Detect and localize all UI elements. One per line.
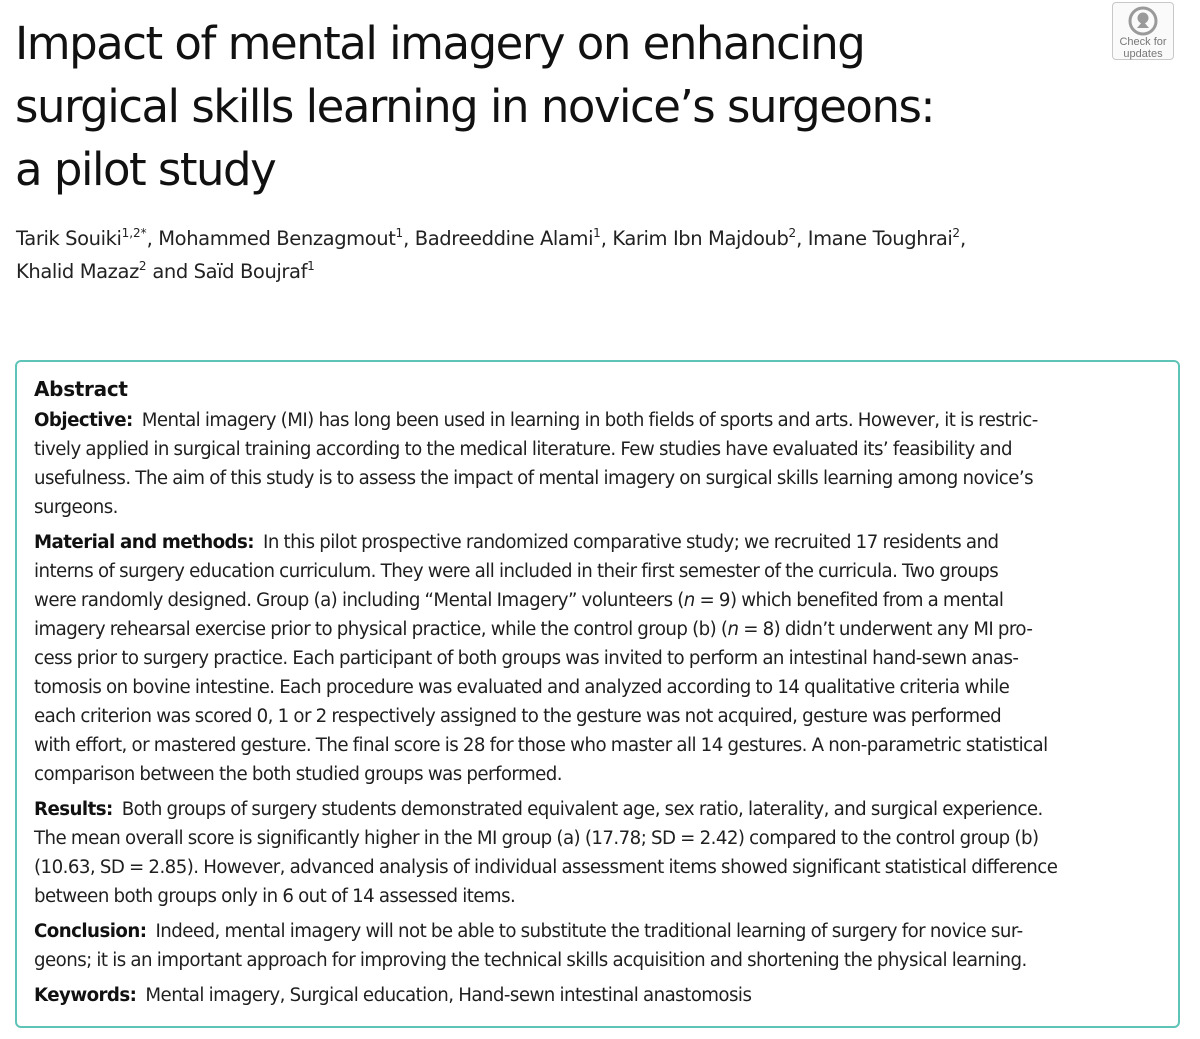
- text-line: interns of surgery education curriculum. They were all included in their first semester of the curricula. Two groups: [34, 561, 999, 582]
- text-line: tomosis on bovine intestine. Each procedure was evaluated and analyzed according to 14 qualitative criteria while: [34, 677, 1010, 698]
- section-label: Results:: [34, 799, 113, 820]
- text-line: (10.63, SD = 2.85). However, advanced analysis of individual assessment items showed significant statistical difference: [34, 857, 1058, 878]
- text-line: geons; it is an important approach for improving the technical skills acquisition and shortening the physical learning.: [34, 950, 1027, 971]
- text-line: [34, 917, 1162, 946]
- check-for-updates-badge[interactable]: [1112, 2, 1174, 60]
- affiliation-marker[interactable]: 2: [952, 226, 961, 240]
- section-label: Keywords:: [34, 985, 137, 1006]
- text-line: [34, 406, 1162, 435]
- text-line: [34, 795, 1162, 824]
- affiliation-marker[interactable]: 1: [307, 259, 315, 273]
- title-line: Impact of mental imagery on enhancing: [15, 17, 865, 70]
- text-run: In this pilot prospective randomized comparative study; we recruited 17 residents and: [263, 532, 999, 553]
- text-line: The mean overall score is significantly higher in the MI group (a) (17.78; SD = 2.42) compared to the control group (b): [34, 828, 1039, 849]
- text-line: surgeons.: [34, 497, 118, 518]
- section-label: Objective:: [34, 410, 133, 431]
- abstract-results: [34, 795, 1162, 911]
- author-line: [16, 222, 1176, 255]
- author-line: [16, 255, 1176, 288]
- text-line: comparison between the both studied groups was performed.: [34, 764, 563, 785]
- author-name[interactable]: Tarik Souiki: [16, 227, 122, 250]
- variable-n: n: [683, 590, 695, 611]
- text-line: [34, 615, 1162, 644]
- abstract-heading: Abstract: [34, 377, 128, 401]
- abstract-conclusion: [34, 917, 1162, 975]
- text-run: were randomly designed. Group (a) including “Mental Imagery” volunteers (: [34, 590, 684, 611]
- affiliation-marker[interactable]: 1,2*: [121, 226, 147, 240]
- badge-text-line2: updates: [1123, 48, 1163, 60]
- affiliation-marker[interactable]: 2: [138, 259, 147, 273]
- affiliation-marker[interactable]: 2: [788, 226, 797, 240]
- text-run: = 8) didn’t underwent any MI pro-: [738, 619, 1033, 640]
- text-line: between both groups only in 6 out of 14 assessed items.: [34, 886, 516, 907]
- author-name[interactable]: , Karim Ibn Majdoub: [600, 227, 789, 250]
- text-line: with effort, or mastered gesture. The final score is 28 for those who master all 14 gestures. A non-parametric statistical: [34, 735, 1048, 756]
- author-name[interactable]: , Badreeddine Alami: [403, 227, 594, 250]
- title-line: a pilot study: [15, 143, 276, 196]
- abstract-keywords: [34, 981, 1162, 1010]
- text-line: each criterion was scored 0, 1 or 2 respectively assigned to the gesture was not acquired, gesture was performed: [34, 706, 1002, 727]
- text-run: Both groups of surgery students demonstrated equivalent age, sex ratio, laterality, and surgical experience.: [121, 799, 1043, 820]
- author-name[interactable]: , Mohammed Benzagmout: [146, 227, 396, 250]
- author-list: [16, 222, 1176, 288]
- abstract-box: [15, 360, 1180, 1028]
- title-line: surgical skills learning in novice’s surgeons:: [15, 80, 935, 133]
- text-line: cess prior to surgery practice. Each participant of both groups was invited to perform an intestinal hand-sewn anas-: [34, 648, 1019, 669]
- author-separator: ,: [960, 227, 966, 250]
- text-line: [34, 586, 1162, 615]
- author-name[interactable]: Khalid Mazaz: [16, 260, 139, 283]
- section-label: Material and methods:: [34, 532, 255, 553]
- text-line: [34, 981, 1162, 1010]
- affiliation-marker[interactable]: 1: [395, 226, 404, 240]
- badge-text-line1: Check for: [1119, 36, 1167, 48]
- text-line: tively applied in surgical training according to the medical literature. Few studies have evaluated its’ feasibility and: [34, 439, 1012, 460]
- affiliation-marker[interactable]: 1: [593, 226, 601, 240]
- check-for-updates-icon: [1128, 6, 1158, 36]
- text-run: Indeed, mental imagery will not be able to substitute the traditional learning of surgery for novice sur-: [155, 921, 1023, 942]
- text-run: = 9) which benefited from a mental: [694, 590, 1004, 611]
- text-run: Mental imagery (MI) has long been used in learning in both fields of sports and arts. However, it is restric-: [141, 410, 1038, 431]
- abstract-methods: [34, 528, 1162, 789]
- abstract-objective: [34, 406, 1162, 522]
- text-line: [34, 528, 1162, 557]
- variable-n: n: [727, 619, 739, 640]
- text-line: usefulness. The aim of this study is to assess the impact of mental imagery on surgical skills learning among novice’s: [34, 468, 1034, 489]
- article-title: [15, 12, 1075, 201]
- author-name[interactable]: , Imane Toughrai: [796, 227, 953, 250]
- text-run: imagery rehearsal exercise prior to physical practice, while the control group (b) (: [34, 619, 728, 640]
- author-name[interactable]: and Saïd Boujraf: [146, 260, 308, 283]
- keywords-text: Mental imagery, Surgical education, Hand-sewn intestinal anastomosis: [145, 985, 752, 1006]
- section-label: Conclusion:: [34, 921, 147, 942]
